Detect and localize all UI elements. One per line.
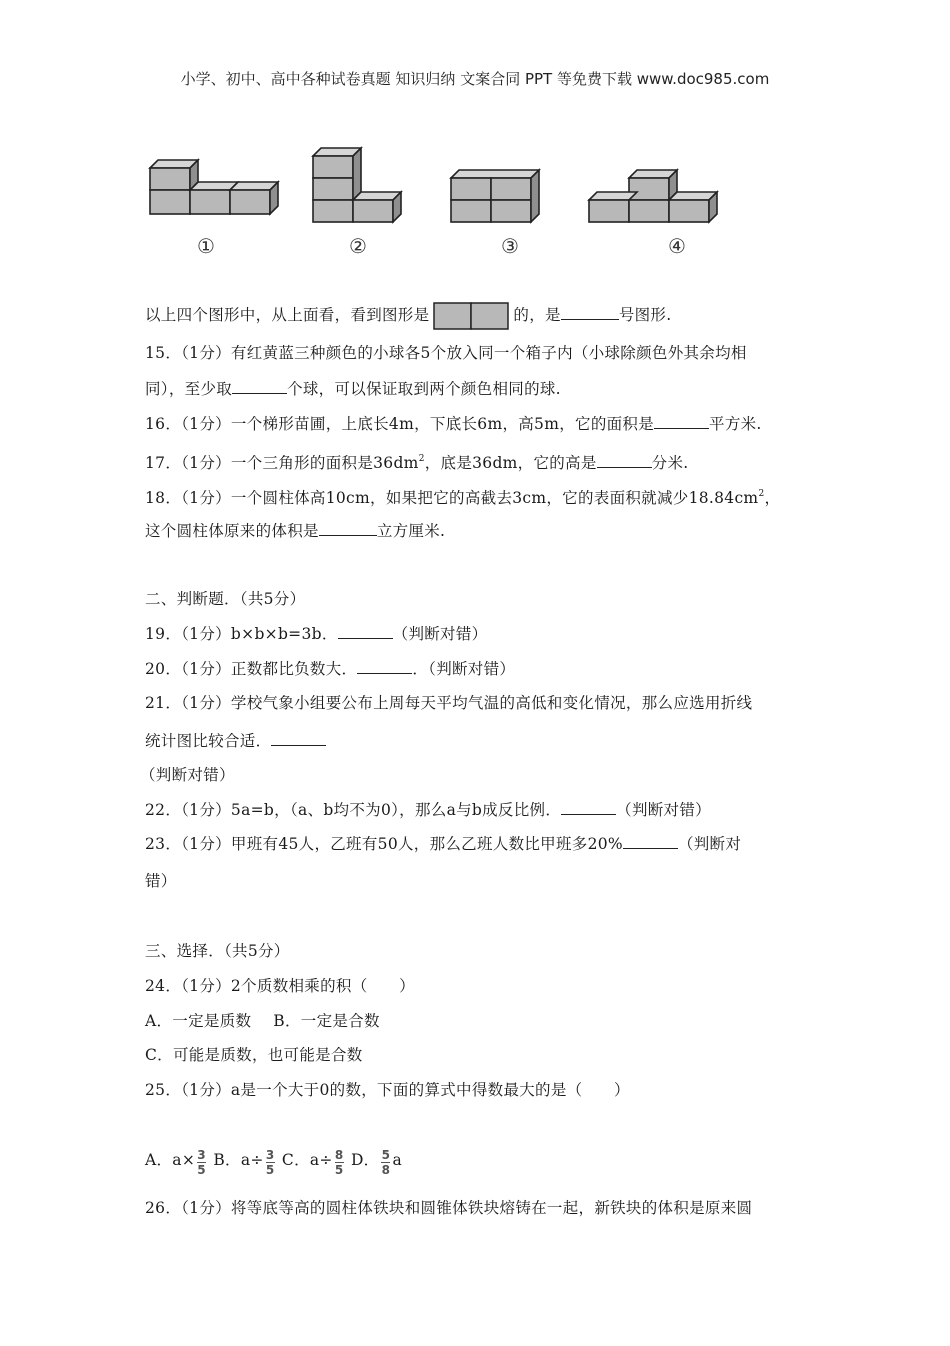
fraction: $\frac{8}{5}$ <box>334 1148 344 1177</box>
question-25-stem: 25．（1分）a是一个大于0的数，下面的算式中得数最大的是（ ） <box>145 1081 630 1099</box>
top-view-rectangle-icon <box>433 302 509 330</box>
question-25-options <box>145 1140 402 1180</box>
question-19: 19．（1分）b×b×b=3b． （判断对错） <box>145 625 488 643</box>
question-18-line-1: 18．（1分）一个圆柱体高10cm，如果把它的高截去3cm，它的表面积就减少$18.84cm^2$， <box>145 489 781 507</box>
option-b[interactable]: B．一定是合数 <box>273 1012 380 1030</box>
answer-blank[interactable] <box>232 379 287 394</box>
answer-blank[interactable] <box>623 834 678 849</box>
option-d[interactable]: D． $\frac{5}{8}$ a <box>350 1148 403 1177</box>
section-2-title: 二、判断题．（共5分） <box>145 590 306 608</box>
question-21-line-2: 统计图比较合适． <box>145 731 326 751</box>
question-21-line-1: 21．（1分）学校气象小组要公布上周每天平均气温的高低和变化情况，那么应选用折线 <box>145 694 753 712</box>
question-16: 16．（1分）一个梯形苗圃，上底长4m，下底长6m，高5m，它的面积是 平方米. <box>145 415 762 433</box>
question-22: 22．（1分）5a=b，（a、b均不为0），那么a与b成反比例． （判断对错） <box>145 801 711 819</box>
answer-blank[interactable] <box>338 624 393 639</box>
figure-2 <box>313 148 401 222</box>
question-17: 17．（1分）一个三角形的面积是$36dm^2$，底是36dm，它的高是 分米. <box>145 454 689 472</box>
question-18-line-2: 这个圆柱体原来的体积是 立方厘米. <box>145 522 446 540</box>
section-3-title: 三、选择．（共5分） <box>145 942 290 960</box>
answer-blank[interactable] <box>654 414 709 429</box>
question-20: 20．（1分）正数都比负数大． ．（判断对错） <box>145 660 516 678</box>
cube-figures-drawing <box>140 140 740 270</box>
question-15-line-2: 同），至少取 个球，可以保证取到两个颜色相同的球. <box>145 380 561 398</box>
figure-label-1: ① <box>197 234 215 258</box>
question-23-line-2: 错） <box>145 872 177 890</box>
page-header: 小学、初中、高中各种试卷真题 知识归纳 文案合同 PPT 等免费下载 www.doc985.com <box>180 70 770 88</box>
answer-blank[interactable] <box>561 305 619 320</box>
question-24-option-c[interactable]: C．可能是质数，也可能是合数 <box>145 1046 363 1064</box>
fraction: $\frac{3}{5}$ <box>265 1148 275 1177</box>
option-a[interactable]: A．一定是质数 <box>145 1012 252 1030</box>
figure-3 <box>451 170 539 222</box>
cube-figures <box>140 140 740 270</box>
figure-label-4: ④ <box>668 234 686 258</box>
answer-blank[interactable] <box>561 800 616 815</box>
option-a[interactable]: A．a× $\frac{3}{5}$ <box>145 1148 206 1177</box>
answer-blank[interactable] <box>271 731 326 746</box>
figure-1 <box>150 160 278 214</box>
question-26: 26．（1分）将等底等高的圆柱体铁块和圆锥体铁块熔铸在一起，新铁块的体积是原来圆 <box>145 1199 753 1217</box>
question-24-stem: 24．（1分）2个质数相乘的积（ ） <box>145 977 415 995</box>
question-24-options-ab <box>145 1011 380 1031</box>
question-15-line-1: 15．（1分）有红黄蓝三种颜色的小球各5个放入同一个箱子内（小球除颜色外其余均相 <box>145 344 747 362</box>
answer-blank[interactable] <box>597 453 652 468</box>
figure-4 <box>589 170 717 222</box>
answer-blank[interactable] <box>357 659 412 674</box>
answer-blank[interactable] <box>319 521 377 536</box>
question-21-line-3: （判断对错） <box>140 766 235 784</box>
figure-label-3: ③ <box>501 234 519 258</box>
fraction: $\frac{3}{5}$ <box>197 1148 206 1177</box>
figure-label-2: ② <box>349 234 367 258</box>
option-b[interactable]: B．a÷ $\frac{3}{5}$ <box>213 1148 275 1177</box>
fraction: $\frac{5}{8}$ <box>381 1148 391 1177</box>
option-c[interactable]: C．a÷ $\frac{8}{5}$ <box>281 1148 344 1177</box>
question-14: 以上四个图形中，从上面看，看到图形是 的，是 号图形. <box>145 302 671 330</box>
question-23-line-1: 23．（1分）甲班有45人，乙班有50人，那么乙班人数比甲班多20% （判断对 <box>145 835 742 853</box>
